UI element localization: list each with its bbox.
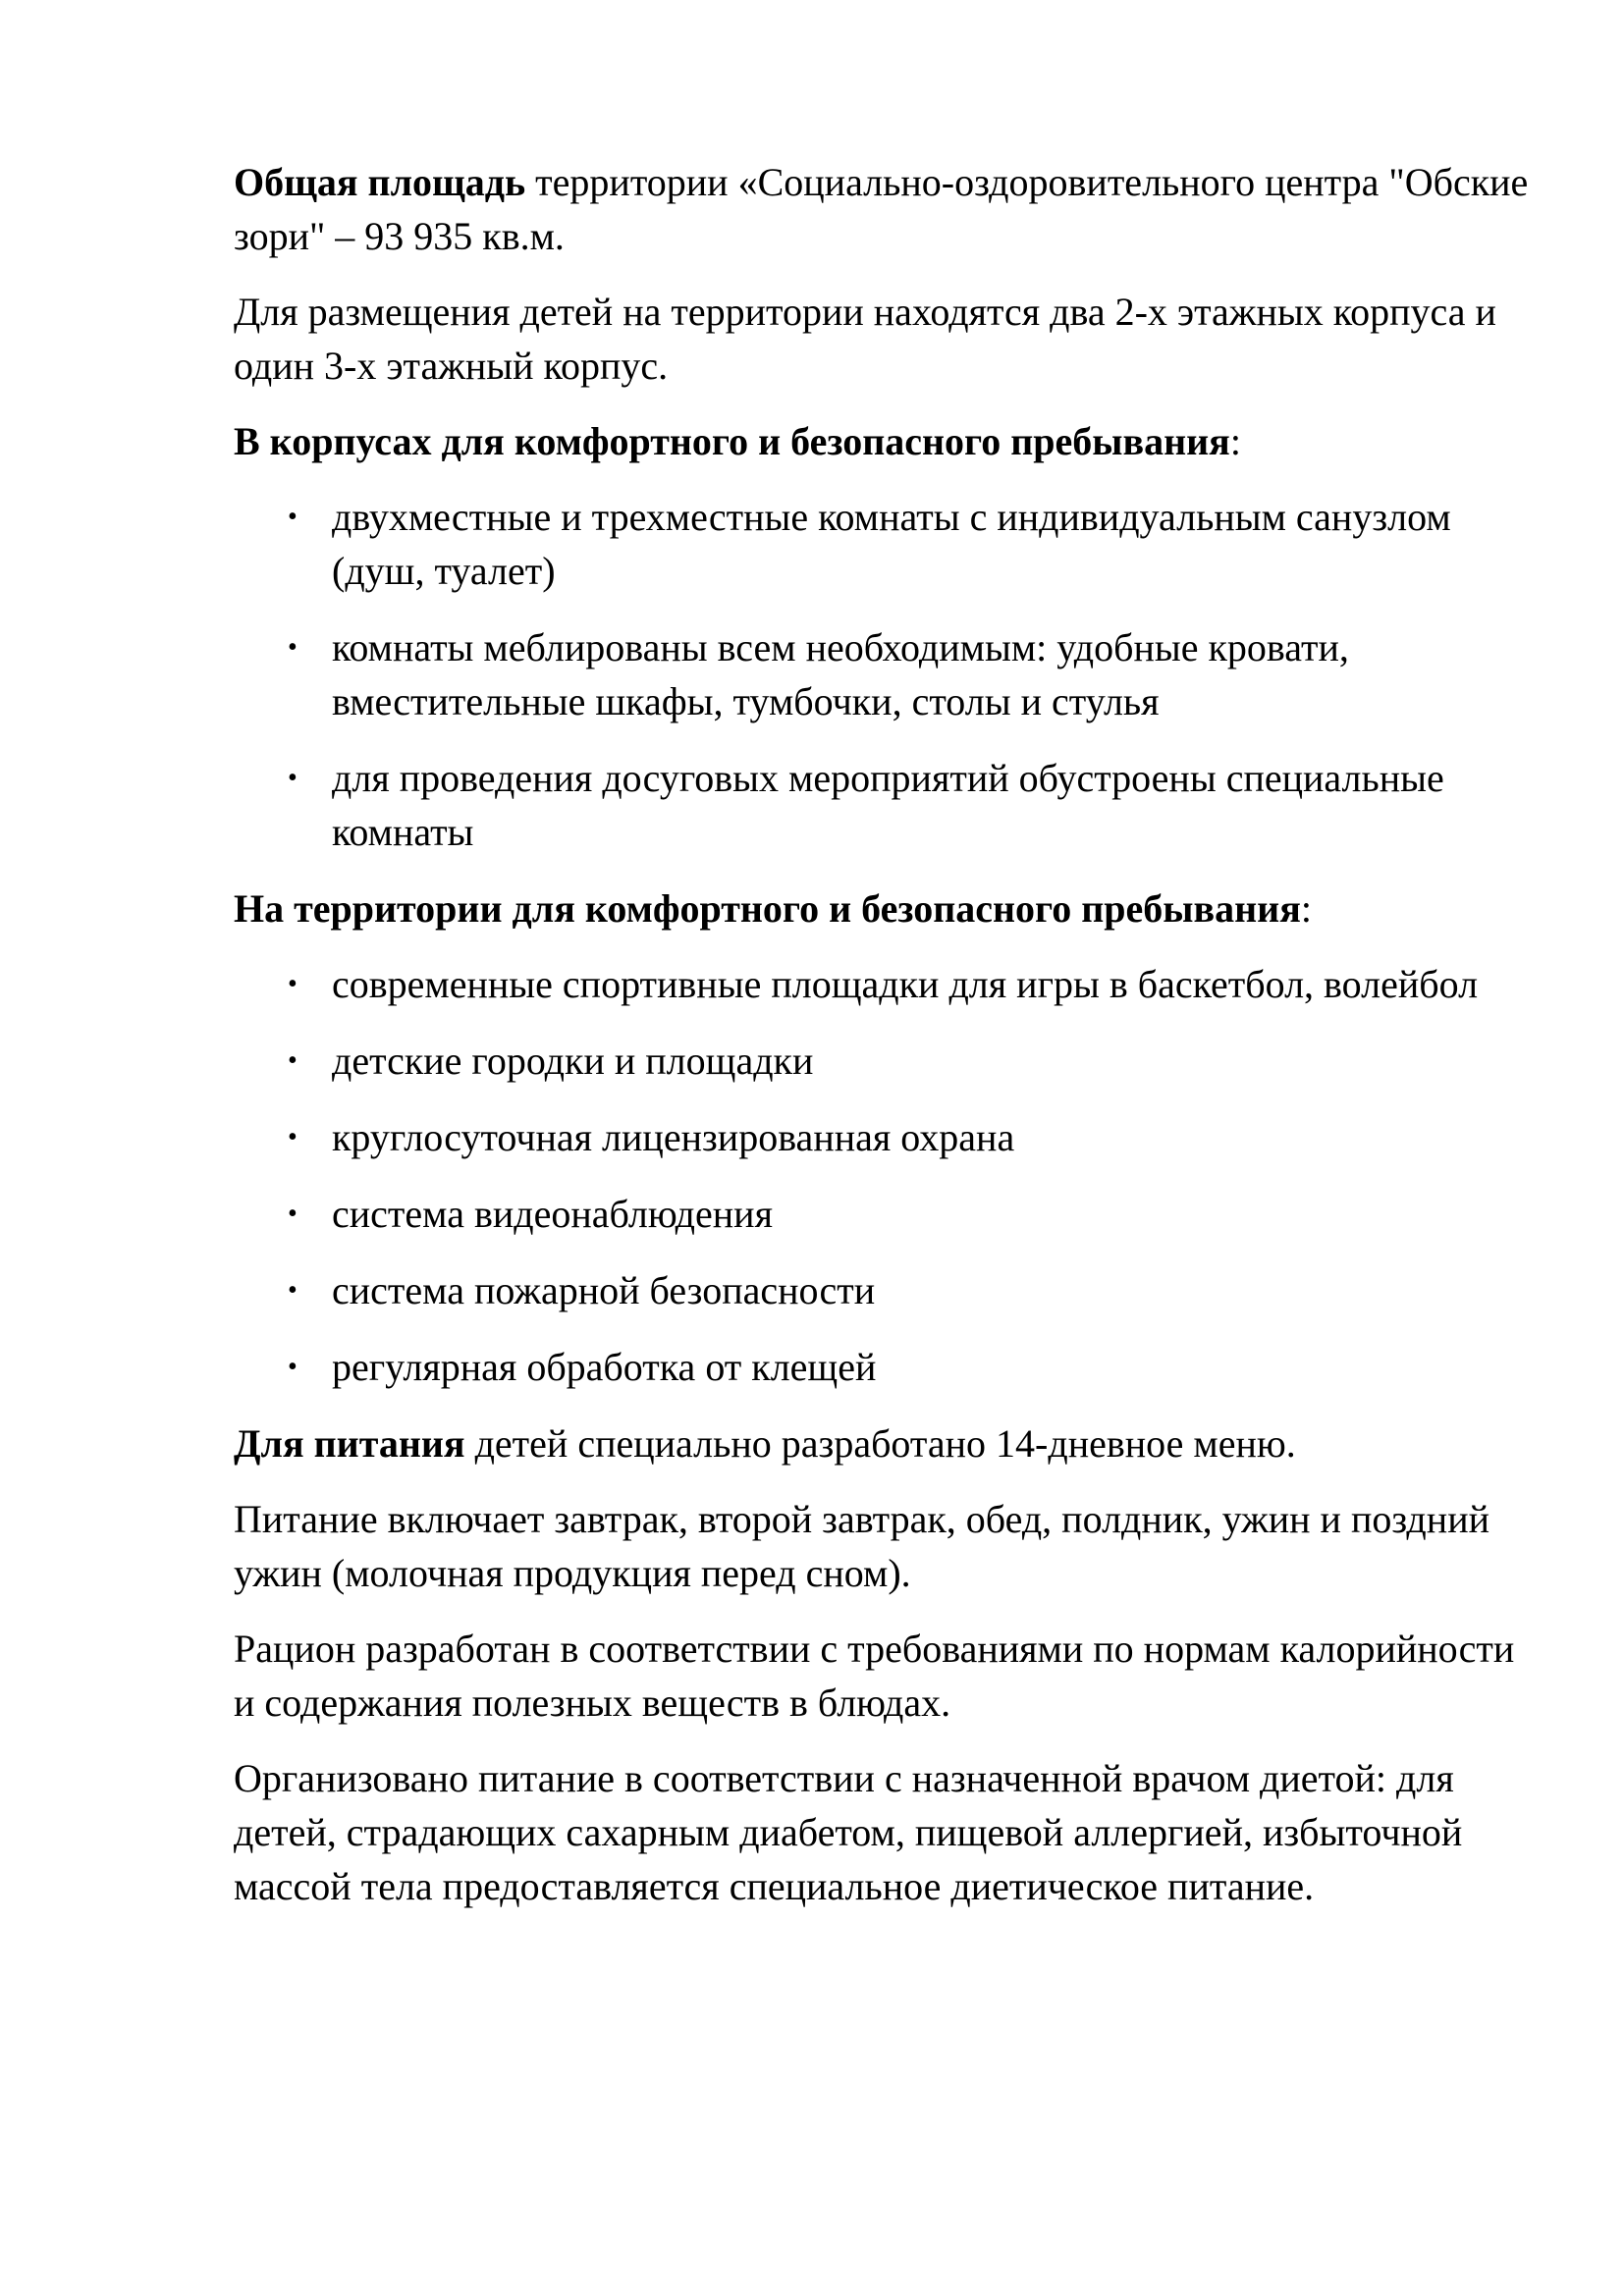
paragraph-meals: Питание включает завтрак, второй завтрак, обед, полдник, ужин и поздний ужин (молочная продукция перед сном). bbox=[234, 1497, 1490, 1595]
list-item bbox=[234, 957, 1540, 1011]
list-item bbox=[234, 1187, 1540, 1241]
bullet-icon: • bbox=[288, 1045, 298, 1076]
list-item bbox=[234, 1340, 1540, 1394]
list-item-text: система видеонаблюдения bbox=[332, 1192, 773, 1236]
bullet-icon: • bbox=[288, 1275, 298, 1306]
list-item bbox=[234, 1263, 1540, 1317]
paragraph-diet: Организовано питание в соответствии с назначенной врачом диетой: для детей, страдающих сахарным диабетом, пищевой аллергией, избыточной массой тела предоставляется специальное диетическое питание. bbox=[234, 1756, 1463, 1908]
list-item-text: комнаты меблированы всем необходимым: удобные кровати, вместительные шкафы, тумбочки, столы и стулья bbox=[332, 625, 1349, 723]
bullet-icon: • bbox=[288, 632, 298, 663]
bullet-icon: • bbox=[288, 502, 298, 532]
paragraph-food bbox=[234, 1416, 1540, 1470]
list-item bbox=[234, 1110, 1540, 1164]
list-item bbox=[234, 490, 1540, 598]
list-item-text: регулярная обработка от клещей bbox=[332, 1345, 877, 1389]
heading-territory bbox=[234, 881, 1540, 935]
list-item bbox=[234, 620, 1540, 728]
heading-buildings bbox=[234, 414, 1540, 468]
bullet-icon: • bbox=[288, 1352, 298, 1382]
bullet-icon: • bbox=[288, 969, 298, 999]
heading-buildings-colon: : bbox=[1229, 419, 1241, 463]
heading-buildings-text: В корпусах для комфортного и безопасного пребывания bbox=[234, 419, 1230, 463]
list-buildings bbox=[234, 490, 1540, 859]
heading-territory-colon: : bbox=[1300, 886, 1312, 931]
list-item-text: современные спортивные площадки для игры в баскетбол, волейбол bbox=[332, 962, 1479, 1006]
bullet-icon: • bbox=[288, 1199, 298, 1229]
list-item-text: двухместные и трехместные комнаты с индивидуальным санузлом (душ, туалет) bbox=[332, 495, 1451, 593]
list-item-text: система пожарной безопасности bbox=[332, 1268, 876, 1312]
food-text: детей специально разработано 14-дневное меню. bbox=[464, 1421, 1296, 1466]
list-item-text: для проведения досуговых мероприятий обустроены специальные комнаты bbox=[332, 756, 1444, 854]
list-item bbox=[234, 1034, 1540, 1088]
document-body bbox=[234, 155, 1540, 1935]
list-item-text: круглосуточная лицензированная охрана bbox=[332, 1115, 1015, 1159]
bullet-icon: • bbox=[288, 763, 298, 793]
paragraph-ration: Рацион разработан в соответствии с требованиями по нормам калорийности и содержания полезных веществ в блюдах. bbox=[234, 1627, 1515, 1725]
list-territory bbox=[234, 957, 1540, 1394]
list-item-text: детские городки и площадки bbox=[332, 1039, 814, 1083]
total-area-text: территории «Социально-оздоровительного центра "Обские зори" – 93 935 кв.м. bbox=[234, 160, 1529, 258]
total-area-label: Общая площадь bbox=[234, 160, 526, 204]
heading-territory-text: На территории для комфортного и безопасного пребывания bbox=[234, 886, 1301, 931]
food-label: Для питания bbox=[234, 1421, 465, 1466]
list-item bbox=[234, 751, 1540, 859]
bullet-icon: • bbox=[288, 1122, 298, 1152]
paragraph-buildings: Для размещения детей на территории находятся два 2-х этажных корпуса и один 3-х этажный корпус. bbox=[234, 290, 1496, 388]
paragraph-total-area bbox=[234, 155, 1540, 263]
